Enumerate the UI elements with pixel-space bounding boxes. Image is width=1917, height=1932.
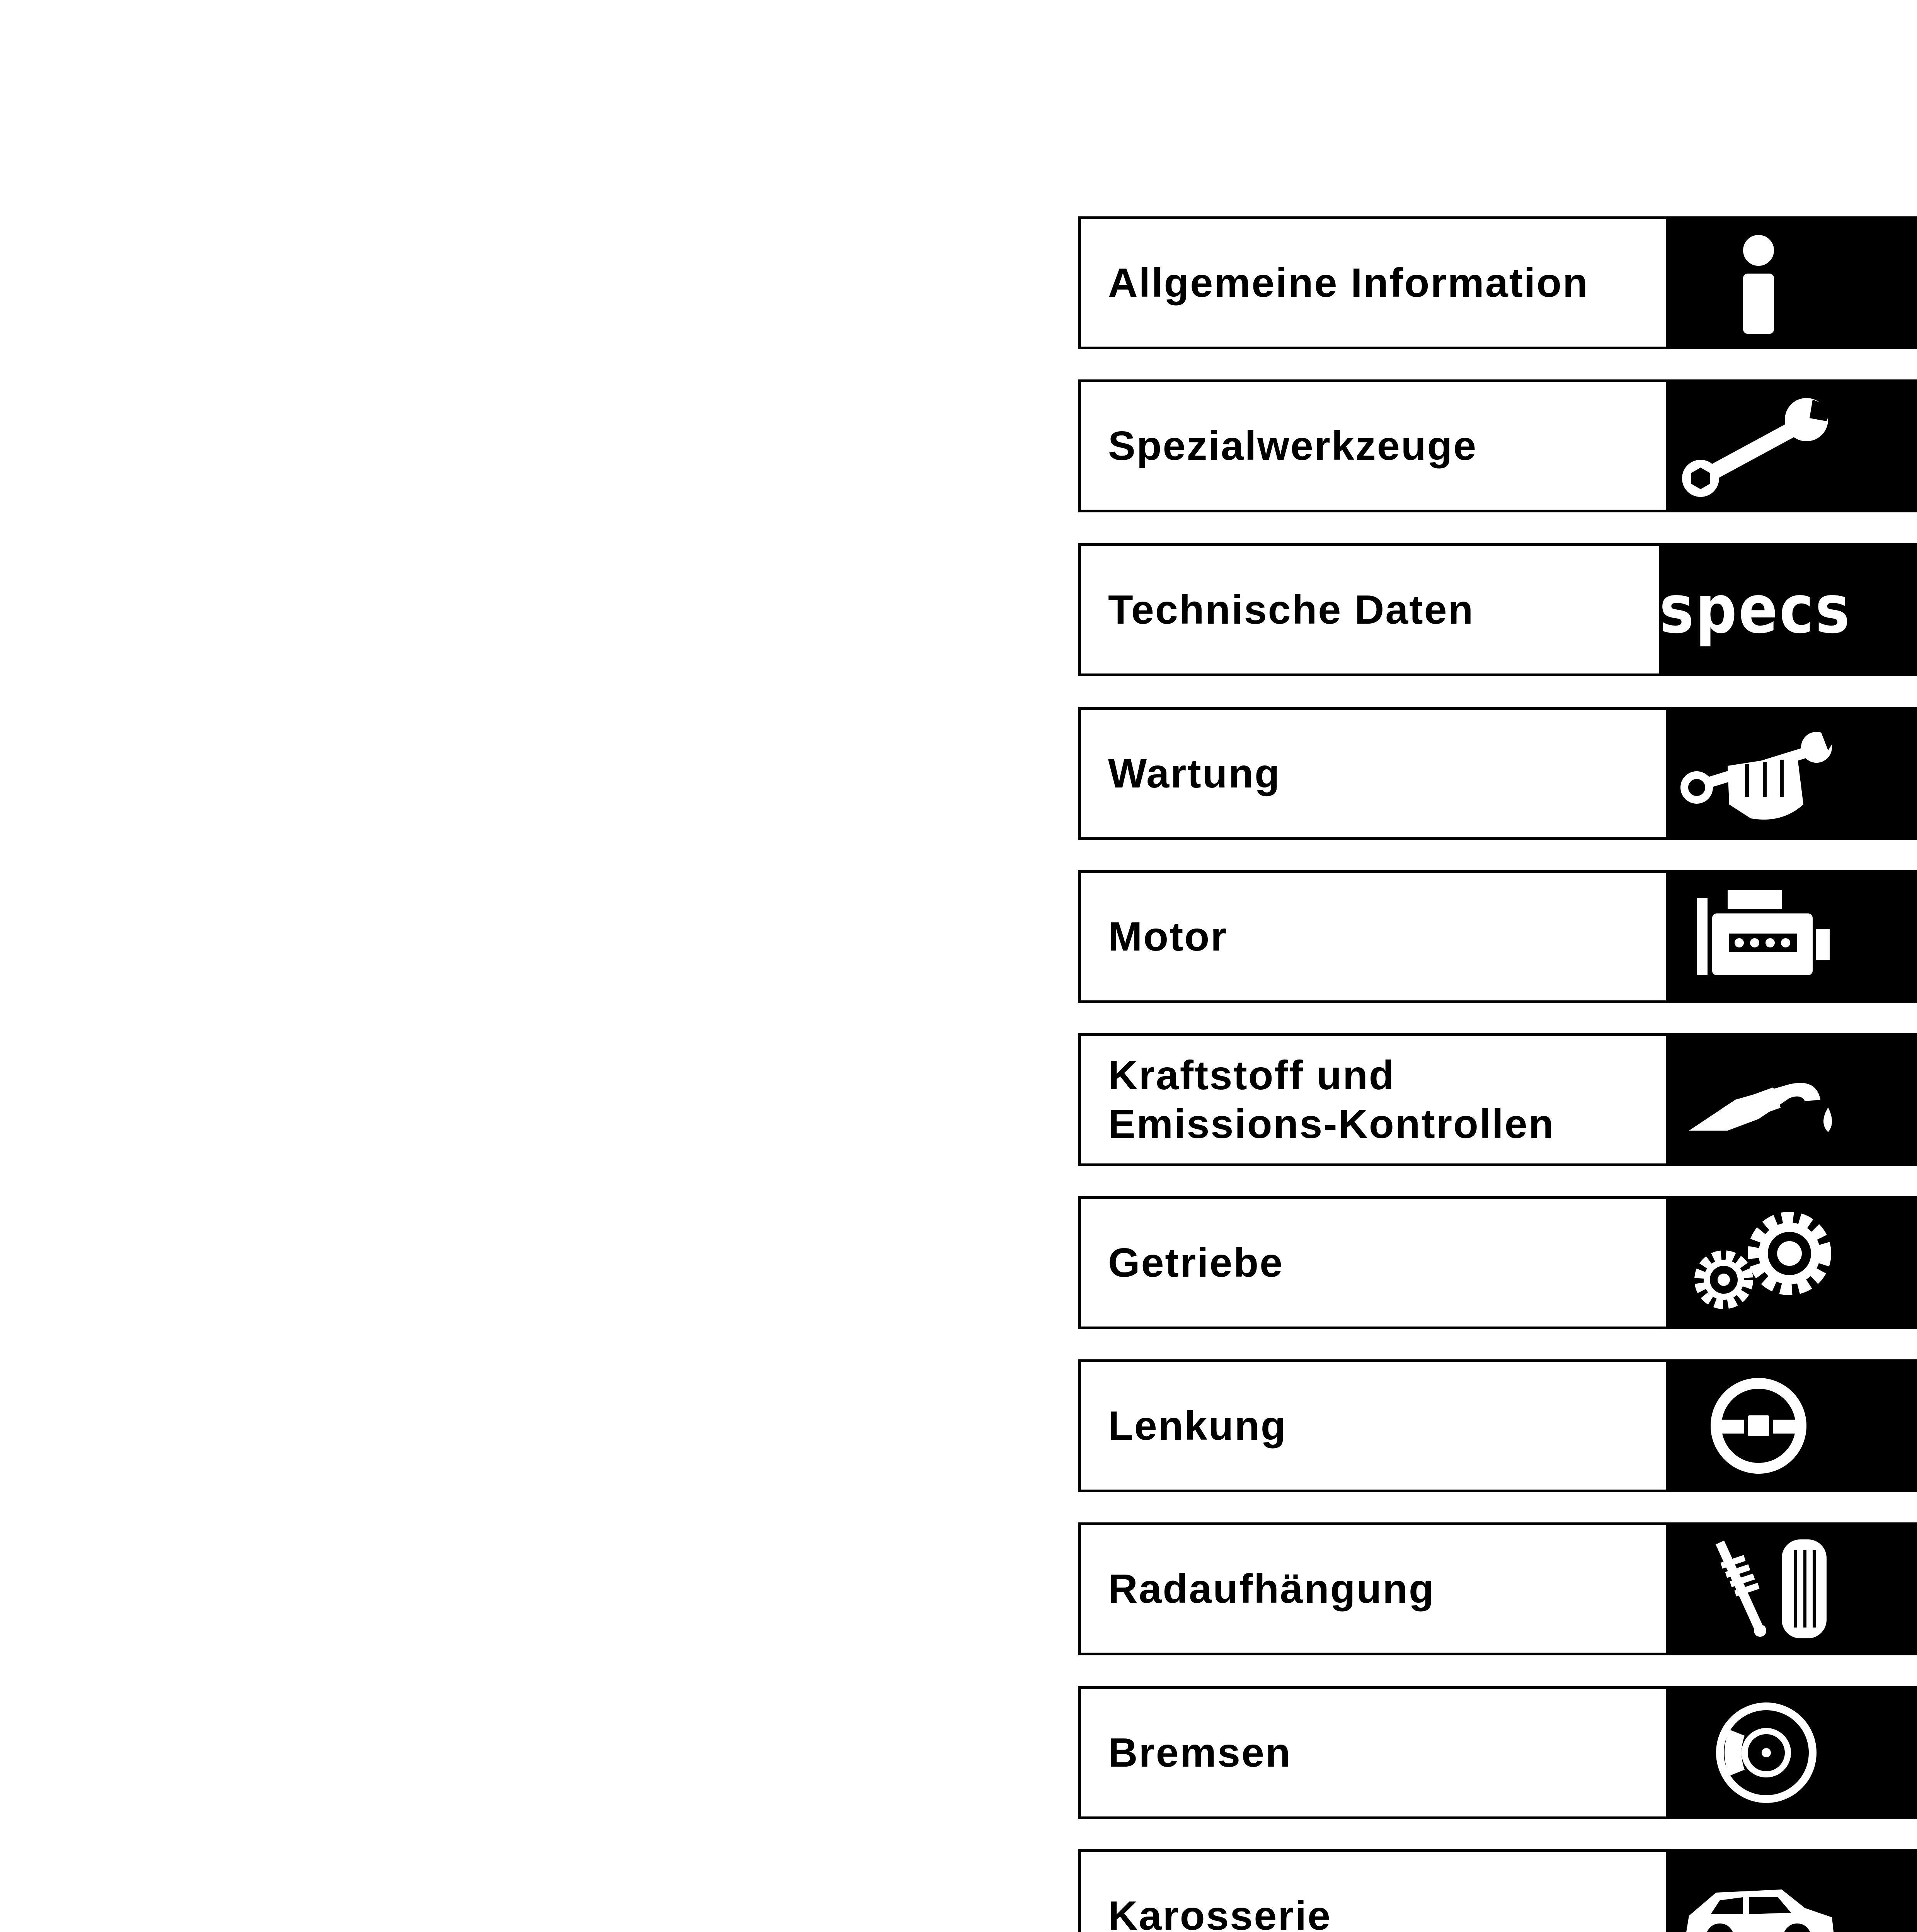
tab-icon-box (1666, 379, 1917, 512)
tab-label: Wartung (1108, 751, 1281, 796)
hand-wrench-icon (1674, 719, 1844, 828)
tab-label-box (1078, 379, 1666, 512)
tab-label-box (1078, 707, 1666, 840)
shock-absorber-tire-icon (1674, 1535, 1844, 1643)
steering-wheel-icon (1674, 1372, 1844, 1480)
tab-icon-box (1666, 1686, 1917, 1819)
car-body-icon (1674, 1862, 1844, 1932)
tab-label-box (1078, 870, 1666, 1003)
section-tab-technische-daten[interactable] (1078, 543, 1917, 676)
gears-icon (1674, 1209, 1844, 1317)
section-tab-lenkung[interactable] (1078, 1359, 1917, 1492)
tab-label-box (1078, 216, 1666, 349)
section-tab-kraftstoff[interactable] (1078, 1033, 1917, 1166)
tab-icon-box (1666, 1196, 1917, 1329)
tab-icon-box (1666, 1522, 1917, 1655)
tab-label: Bremsen (1108, 1730, 1292, 1776)
section-tab-radaufhaengung[interactable] (1078, 1522, 1917, 1655)
tab-label: Radaufhängung (1108, 1566, 1435, 1612)
tab-icon-box (1666, 707, 1917, 840)
section-tab-spezialwerkzeuge[interactable] (1078, 379, 1917, 512)
wrench-icon (1674, 392, 1844, 500)
fuel-nozzle-icon (1674, 1046, 1844, 1154)
tab-icon-box (1666, 216, 1917, 349)
tab-label: Karosserie (1108, 1893, 1332, 1932)
tab-icon-box (1666, 1849, 1917, 1932)
brake-disc-icon (1674, 1699, 1844, 1807)
section-tab-wartung[interactable] (1078, 707, 1917, 840)
tab-label-box (1078, 1849, 1666, 1932)
tab-label-box (1078, 1033, 1666, 1166)
tab-label: Spezialwerkzeuge (1108, 423, 1478, 469)
tab-label: Lenkung (1108, 1403, 1287, 1449)
section-tab-karosserie[interactable] (1078, 1849, 1917, 1932)
tab-label: Motor (1108, 914, 1228, 959)
section-tab-getriebe[interactable] (1078, 1196, 1917, 1329)
section-tab-allgemeine-information[interactable] (1078, 216, 1917, 349)
info-icon (1674, 229, 1844, 337)
tab-label-box (1078, 543, 1659, 676)
tab-icon-box (1666, 870, 1917, 1003)
tab-label: Technische Daten (1108, 587, 1474, 633)
tab-icon-box (1666, 1359, 1917, 1492)
tab-label: Allgemeine Information (1108, 260, 1589, 306)
section-tab-bremsen[interactable] (1078, 1686, 1917, 1819)
tab-label: Getriebe (1108, 1240, 1284, 1286)
tab-icon-box (1659, 543, 1917, 676)
tab-icon-box (1666, 1033, 1917, 1166)
tab-label-box (1078, 1359, 1666, 1492)
tab-label-box (1078, 1686, 1666, 1819)
engine-icon (1674, 883, 1844, 991)
tab-label-box (1078, 1522, 1666, 1655)
section-tab-motor[interactable] (1078, 870, 1917, 1003)
tab-label-box (1078, 1196, 1666, 1329)
tab-label: Kraftstoff und Emissions-Kontrollen (1108, 1053, 1555, 1147)
specs-icon: specs (1659, 571, 1851, 649)
